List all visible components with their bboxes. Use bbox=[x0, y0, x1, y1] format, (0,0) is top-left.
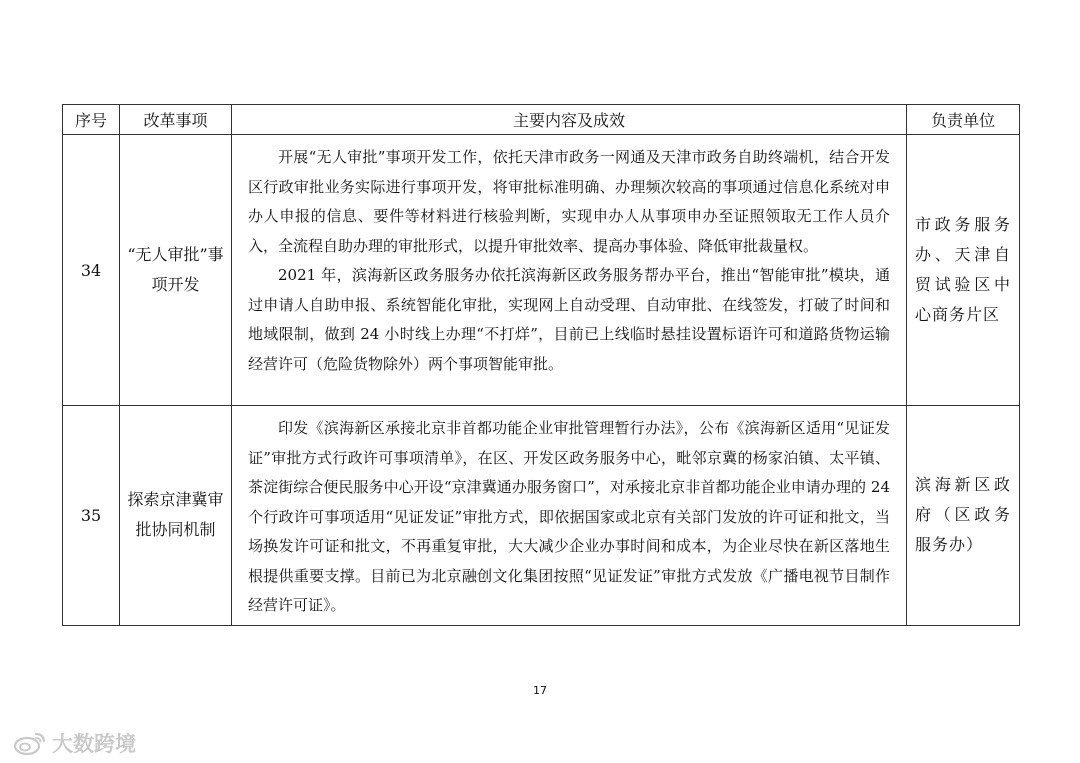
reform-item: 探索京津冀审批协同机制 bbox=[120, 406, 232, 626]
table-header-row bbox=[63, 105, 1020, 135]
row-number: 35 bbox=[63, 406, 120, 626]
header-responsible-unit: 负责单位 bbox=[907, 105, 1020, 135]
content-paragraph: 开展“无人审批”事项开发工作，依托天津市政务一网通及天津市政务自助终端机，结合开发区行政审批业务实际进行事项开发，将审批标准明确、办理频次较高的事项通过信息化系统对申办人申报的信息、要件等材料进行核验判断，实现申办人从事项申办至证照领取无工作人员介入，全流程自助办理的审批形式，以提升审批效率、提高办事体验、降低审批裁量权。 bbox=[248, 148, 890, 255]
header-seq: 序号 bbox=[63, 105, 120, 135]
reform-item: “无人审批”事项开发 bbox=[120, 135, 232, 406]
responsible-unit: 市政务服务办、天津自贸试验区中心商务片区 bbox=[907, 135, 1020, 406]
table-row bbox=[63, 406, 1020, 626]
main-content bbox=[232, 135, 907, 406]
watermark bbox=[12, 728, 136, 758]
main-content bbox=[232, 406, 907, 626]
row-number: 34 bbox=[63, 135, 120, 406]
page-number: 17 bbox=[533, 684, 547, 697]
content-paragraph: 2021 年，滨海新区政务服务办依托滨海新区政务服务帮办平台，推出“智能审批”模块，通过申请人自助申报、系统智能化审批，实现网上自动受理、自动审批、在线签发，打破了时间和地域限制，做到 24 小时线上办理“不打烊”，目前已上线临时悬挂设置标语许可和道路货物运输经营许可（危险货物除外）两个事项智能审批。 bbox=[248, 266, 890, 373]
responsible-unit: 滨海新区政府（区政务服务办） bbox=[907, 406, 1020, 626]
content-paragraph: 印发《滨海新区承接北京非首都功能企业审批管理暂行办法》，公布《滨海新区适用“见证发证”审批方式行政许可事项清单》，在区、开发区政务服务中心，毗邻京冀的杨家泊镇、太平镇、茶淀街综合便民服务中心开设“京津冀通办服务窗口”，对承接北京非首都功能企业申请办理的 24 个行政许可事项适用“见证发证”审批方式，即依据国家或北京有关部门发放的许可证和批文，当场换发许可证和批文，不再重复审批，大大减少企业办事时间和成本，为企业尽快在新区落地生根提供重要支撑。目前已为北京融创文化集团按照“见证发证”审批方式发放《广播电视节目制作经营许可证》。 bbox=[248, 419, 890, 614]
header-main-content: 主要内容及成效 bbox=[232, 105, 907, 135]
watermark-text: 大数跨境 bbox=[52, 732, 136, 756]
weibo-logo-icon bbox=[12, 729, 48, 757]
table-row bbox=[63, 135, 1020, 406]
header-reform-item: 改革事项 bbox=[120, 105, 232, 135]
reform-table bbox=[62, 104, 1020, 626]
